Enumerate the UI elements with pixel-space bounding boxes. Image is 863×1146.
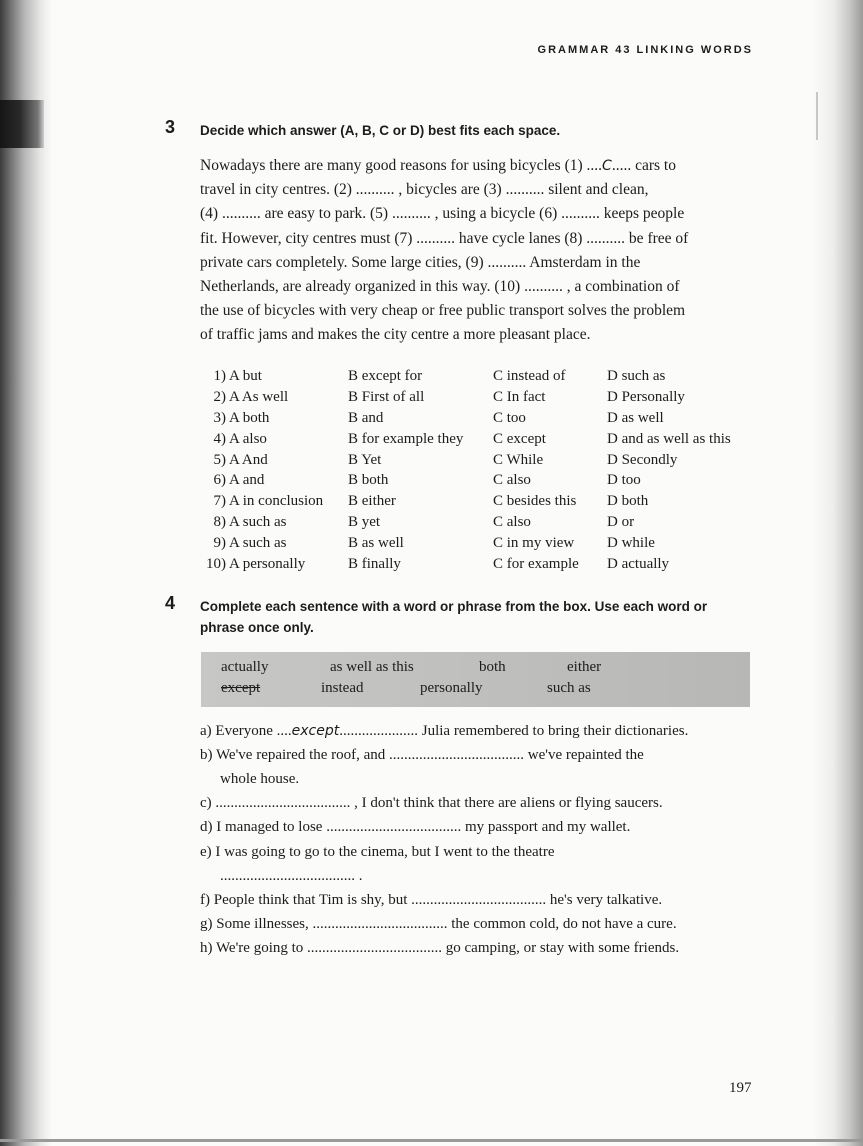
option-a: A in conclusion (229, 493, 324, 510)
option-c: C also (493, 472, 531, 489)
sentence-a (200, 723, 688, 740)
sentence-b-continuation: whole house. (220, 771, 300, 787)
option-d: D too (607, 472, 641, 489)
sentence-text: ..................... Julia remembered to bring their dictionaries. (339, 723, 689, 739)
exercise-4-number: 4 (165, 593, 176, 613)
exercise-3-instruction: Decide which answer (A, B, C or D) best fits each space. (200, 123, 561, 138)
option-number: 7) (213, 493, 226, 510)
page-right-edge (813, 0, 863, 1146)
option-b: B Yet (348, 451, 382, 468)
option-d: D Personally (607, 388, 685, 405)
box-word: actually (221, 659, 269, 675)
option-number: 5) (213, 451, 226, 468)
handwritten-answer: except (291, 723, 340, 739)
option-d: D such as (607, 368, 666, 384)
paragraph-line: the use of bicycles with very cheap or free public transport solves the problem (200, 302, 686, 320)
spine-dark-mark (0, 100, 44, 148)
option-b: B as well (348, 535, 404, 552)
box-word: instead (321, 680, 364, 696)
option-number: 8) (213, 514, 226, 531)
option-a: A such as (229, 535, 287, 552)
page-bottom-edge (0, 1139, 863, 1142)
option-d: D both (607, 493, 649, 510)
line-text: ..... cars to (611, 157, 676, 174)
option-number: 9) (213, 535, 226, 552)
option-d: D actually (607, 556, 670, 573)
option-number: 3) (213, 409, 226, 426)
line-text: Nowadays there are many good reasons for using bicycles (1) .... (200, 157, 603, 174)
sentence-b: b) We've repaired the roof, and .................................... we've repainted the (200, 747, 644, 763)
option-number: 10) (206, 556, 226, 573)
paragraph-line: travel in city centres. (2) .......... , bicycles are (3) .......... silent and clean, (200, 181, 649, 199)
option-d: D and as well as this (607, 430, 731, 447)
sentence-f: f) People think that Tim is shy, but .................................... he's very talkative. (200, 892, 663, 908)
box-word-crossed: except (221, 680, 261, 696)
option-d: D as well (607, 409, 664, 426)
page-edge-line (816, 92, 818, 140)
sentence-d: d) I managed to lose .................................... my passport and my wallet. (200, 819, 631, 835)
option-a: A both (229, 409, 270, 426)
box-word: personally (420, 680, 483, 696)
option-b: B yet (348, 514, 381, 531)
option-c: C While (493, 451, 544, 468)
option-number: 6) (213, 472, 226, 489)
paragraph-line: fit. However, city centres must (7) .......... have cycle lanes (8) .......... be free of (200, 229, 689, 247)
exercise-4-instruction (200, 596, 760, 638)
option-a: A As well (229, 388, 289, 405)
instruction-line: Complete each sentence with a word or phrase from the box. Use each word or (200, 599, 708, 614)
option-b: B and (348, 409, 384, 426)
option-c: C too (493, 409, 526, 426)
option-a: A And (229, 451, 268, 468)
option-c: C for example (493, 556, 579, 573)
sentence-e-continuation: .................................... . (220, 868, 363, 884)
option-a: A also (229, 430, 267, 447)
box-word: either (567, 659, 602, 675)
page-number: 197 (729, 1080, 752, 1096)
option-number: 2) (213, 388, 226, 405)
option-number: 4) (213, 430, 226, 447)
option-c: C also (493, 514, 531, 531)
handwritten-answer: C (602, 158, 612, 174)
exercise-3-paragraph (200, 154, 760, 348)
option-b: B both (348, 472, 389, 489)
option-b: B except for (348, 368, 423, 384)
option-a: A such as (229, 514, 287, 531)
option-d: D Secondly (607, 451, 678, 468)
option-a: A and (229, 472, 265, 489)
sentence-h: h) We're going to .................................... go camping, or stay with some friends. (200, 940, 680, 956)
paragraph-line: Netherlands, are already organized in this way. (10) .......... , a combination of (200, 277, 680, 295)
paragraph-line: (4) .......... are easy to park. (5) .......... , using a bicycle (6) .......... keeps people (200, 205, 685, 223)
exercise-3-number: 3 (165, 117, 176, 137)
paragraph-line: private cars completely. Some large cities, (9) .......... Amsterdam in the (200, 253, 641, 271)
instruction-line: phrase once only. (200, 620, 314, 635)
option-c: C besides this (493, 493, 577, 510)
option-b: B First of all (348, 388, 425, 405)
option-c: C except (493, 430, 546, 447)
sentence-text: a) Everyone .... (200, 723, 292, 739)
sentence-c: c) .................................... , I don't think that there are aliens or flying saucers. (200, 795, 663, 811)
option-d: D while (607, 535, 655, 552)
word-box (201, 652, 750, 707)
box-word: as well as this (330, 659, 414, 675)
option-b: B for example they (348, 430, 464, 447)
option-b: B finally (348, 556, 401, 573)
box-word: such as (547, 680, 591, 696)
option-a: A but (229, 368, 262, 384)
option-b: B either (348, 493, 396, 510)
paragraph-line (200, 154, 760, 178)
sentence-e: e) I was going to go to the cinema, but I went to the theatre (200, 844, 555, 860)
box-word: both (479, 659, 506, 675)
paragraph-line: of traffic jams and makes the city centre a more pleasant place. (200, 326, 591, 344)
option-d: D or (607, 514, 635, 531)
book-spine-shadow (0, 0, 52, 1146)
sentence-g: g) Some illnesses, .................................... the common cold, do not have a cure. (200, 916, 677, 932)
option-a: A personally (229, 556, 306, 573)
running-header: GRAMMAR 43 LINKING WORDS (537, 44, 753, 56)
option-c: C instead of (493, 368, 566, 384)
option-c: C In fact (493, 388, 546, 405)
option-number: 1) (213, 368, 226, 384)
option-c: C in my view (493, 535, 575, 552)
